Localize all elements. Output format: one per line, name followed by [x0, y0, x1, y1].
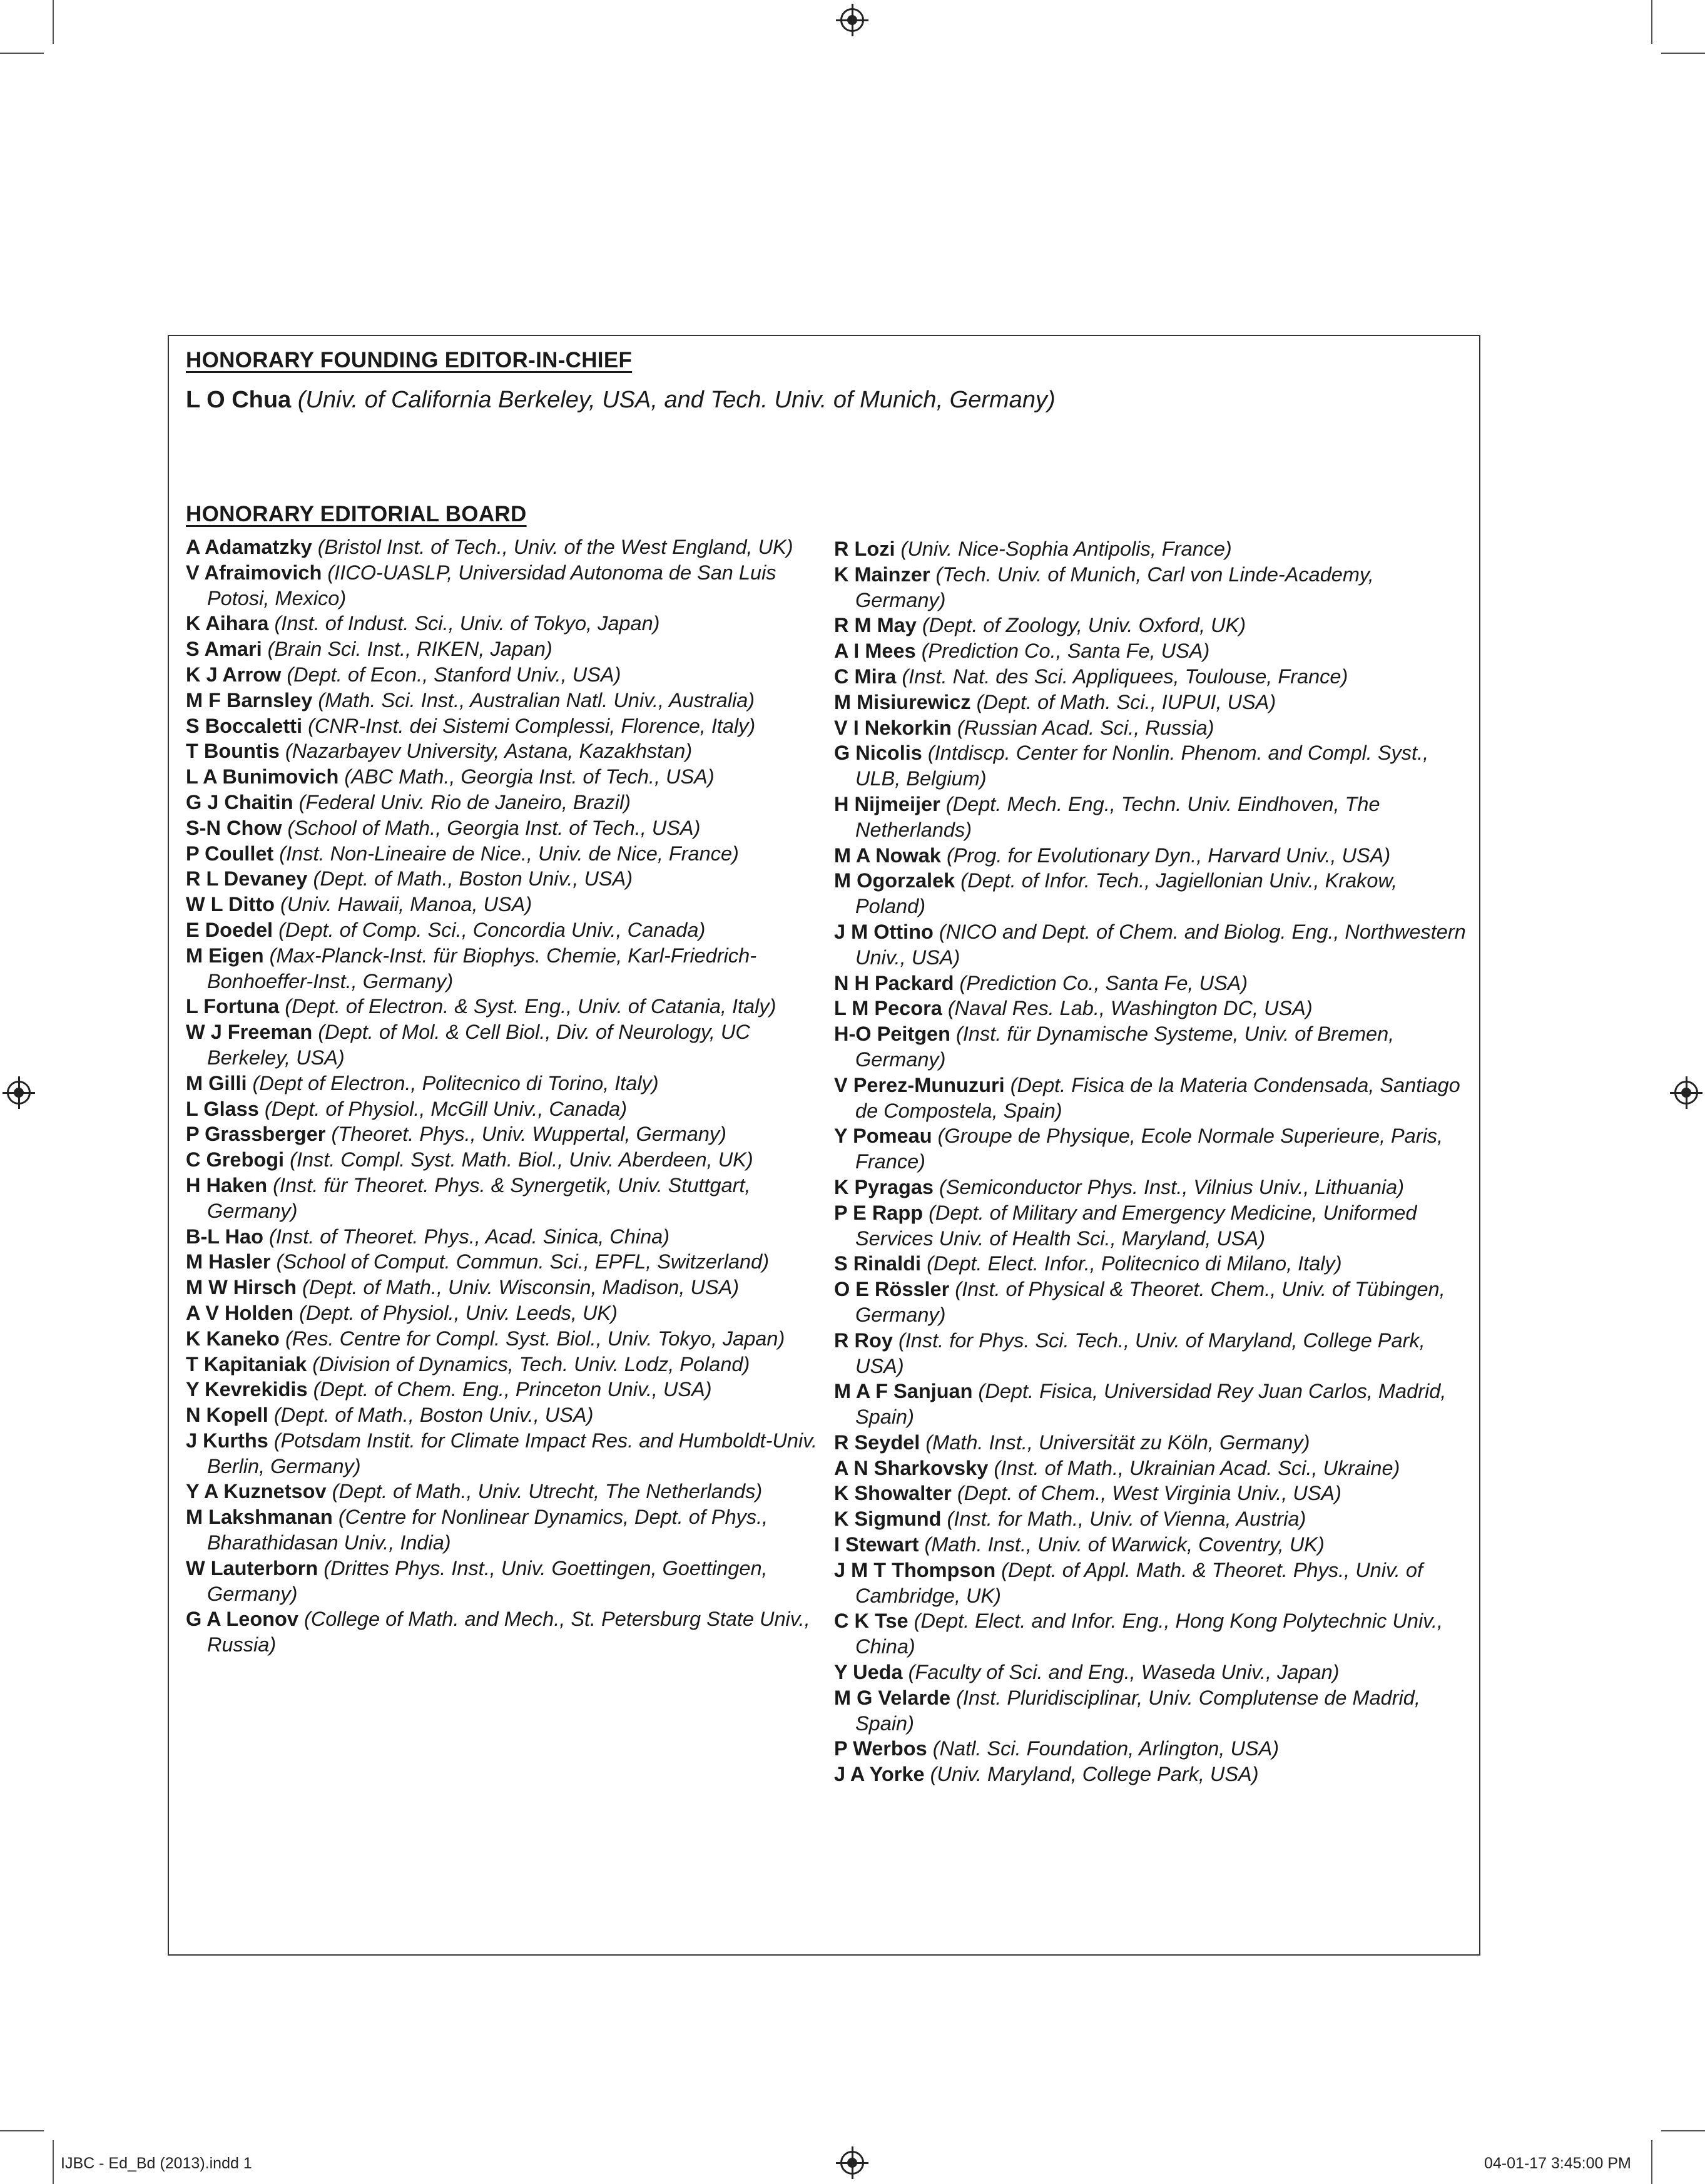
board-left-column [186, 534, 818, 1658]
board-member [186, 1224, 818, 1250]
board-member [186, 1121, 818, 1147]
crop-mark [53, 0, 54, 44]
registration-mark-icon [7, 1081, 31, 1105]
member-affiliation: (Brain Sci. Inst., RIKEN, Japan) [267, 638, 552, 661]
member-name: M Ogorzalek [834, 869, 955, 892]
footer-filename: IJBC - Ed_Bd (2013).indd 1 [61, 2155, 252, 2172]
member-name: K Pyragas [834, 1175, 934, 1198]
member-name: P Coullet [186, 842, 274, 865]
board-member [186, 943, 818, 994]
board-member [834, 1175, 1466, 1200]
member-affiliation: (Max-Planck-Inst. für Biophys. Chemie, Karl-Friedrich-Bonhoeffer-Inst., Germany) [207, 944, 757, 992]
member-affiliation: (IICO-UASLP, Universidad Autonoma de San Luis Potosi, Mexico) [207, 561, 776, 610]
member-affiliation: (NICO and Dept. of Chem. and Biolog. Eng., Northwestern Univ., USA) [855, 920, 1466, 969]
member-affiliation: (Bristol Inst. of Tech., Univ. of the West England, UK) [317, 536, 793, 558]
board-member [186, 688, 818, 713]
crop-mark [1661, 2130, 1705, 2131]
board-member [186, 1352, 818, 1377]
member-affiliation: (Dept. of Physiol., Univ. Leeds, UK) [299, 1301, 618, 1324]
member-name: P Grassberger [186, 1123, 326, 1146]
member-affiliation: (Semiconductor Phys. Inst., Vilnius Univ., Lithuania) [939, 1175, 1405, 1198]
crop-mark [1651, 2140, 1652, 2184]
member-name: M F Barnsley [186, 688, 313, 712]
board-member [186, 917, 818, 943]
member-name: R L Devaney [186, 867, 308, 890]
board-member [834, 1200, 1466, 1252]
member-affiliation: (Dept. of Econ., Stanford Univ., USA) [287, 663, 621, 686]
member-name: T Kapitaniak [186, 1352, 307, 1375]
board-member [186, 1504, 818, 1556]
board-member [834, 613, 1466, 638]
member-affiliation: (Dept. Fisica, Universidad Rey Juan Carlos, Madrid, Spain) [855, 1380, 1447, 1429]
member-name: M Gilli [186, 1071, 247, 1095]
board-right-column [834, 536, 1466, 1787]
member-name: N H Packard [834, 971, 954, 994]
board-member [834, 562, 1466, 613]
member-name: C Mira [834, 665, 897, 688]
member-affiliation: (Dept. of Electron. & Syst. Eng., Univ. of Catania, Italy) [285, 995, 776, 1018]
member-name: V I Nekorkin [834, 716, 952, 739]
member-affiliation: (Dept. of Math., Boston Univ., USA) [273, 1404, 594, 1427]
member-name: J Kurths [186, 1429, 268, 1452]
board-member [186, 662, 818, 688]
board-member [834, 1736, 1466, 1762]
member-name: W J Freeman [186, 1021, 313, 1044]
member-name: H-O Peitgen [834, 1023, 950, 1046]
member-affiliation: (CNR-Inst. dei Sistemi Complessi, Florence, Italy) [308, 714, 756, 737]
member-name: L A Bunimovich [186, 765, 339, 788]
member-affiliation: (Inst. für Theoret. Phys. & Synergetik, Univ. Stuttgart, Germany) [207, 1173, 751, 1222]
member-name: E Doedel [186, 918, 273, 941]
member-name: R Roy [834, 1329, 893, 1352]
board-member [834, 638, 1466, 664]
member-affiliation: (Drittes Phys. Inst., Univ. Goettingen, Goettingen, Germany) [207, 1556, 768, 1605]
member-affiliation: (Inst. für Dynamische Systeme, Univ. of Bremen, Germany) [855, 1023, 1395, 1071]
crop-mark [1661, 53, 1705, 54]
member-affiliation: (Russian Acad. Sci., Russia) [957, 716, 1214, 739]
member-affiliation: (Dept. of Math., Boston Univ., USA) [313, 867, 633, 890]
board-member [834, 868, 1466, 919]
member-affiliation: (Inst. Pluridisciplinar, Univ. Complutense de Madrid, Spain) [855, 1686, 1420, 1735]
member-name: A I Mees [834, 640, 916, 663]
member-name: H Haken [186, 1173, 268, 1197]
member-name: O E Rössler [834, 1278, 950, 1301]
board-member [834, 1481, 1466, 1506]
member-affiliation: (Dept. of Appl. Math. & Theoret. Phys., Univ. of Cambridge, UK) [855, 1558, 1423, 1607]
member-name: Y Kevrekidis [186, 1378, 308, 1401]
board-member [186, 1326, 818, 1352]
member-affiliation: (Dept. of Mol. & Cell Biol., Div. of Neurology, UC Berkeley, USA) [207, 1021, 750, 1069]
board-member [834, 1277, 1466, 1328]
member-affiliation: (Natl. Sci. Foundation, Arlington, USA) [932, 1737, 1280, 1760]
registration-mark-icon [1674, 1081, 1698, 1105]
member-affiliation: (Inst. of Math., Ukrainian Acad. Sci., Ukraine) [994, 1456, 1400, 1479]
member-affiliation: (Inst. of Indust. Sci., Univ. of Tokyo, Japan) [274, 612, 660, 635]
founding-editor-affiliation: (Univ. of California Berkeley, USA, and Tech. Univ. of Munich, Germany) [297, 387, 1056, 413]
member-name: R Lozi [834, 538, 895, 560]
member-affiliation: (Centre for Nonlinear Dynamics, Dept. of Phys., Bharathidasan Univ., India) [207, 1506, 768, 1554]
member-name: L Glass [186, 1097, 259, 1120]
board-member [186, 1249, 818, 1275]
member-name: M A F Sanjuan [834, 1380, 973, 1403]
member-affiliation: (ABC Math., Georgia Inst. of Tech., USA) [344, 765, 715, 788]
member-name: M Hasler [186, 1250, 271, 1273]
member-affiliation: (Dept. of Military and Emergency Medicine, Uniformed Services Univ. of Health Sci., Maryland, USA) [855, 1201, 1417, 1250]
board-member [834, 1123, 1466, 1175]
board-member [834, 1506, 1466, 1532]
member-name: K Aihara [186, 612, 269, 635]
founding-editor-name: L O Chua [186, 387, 292, 413]
member-affiliation: (Inst. for Phys. Sci. Tech., Univ. of Maryland, College Park, USA) [855, 1329, 1425, 1377]
member-name: R M May [834, 614, 917, 637]
board-member [186, 1402, 818, 1428]
member-name: L Fortuna [186, 995, 280, 1018]
member-name: Y Pomeau [834, 1125, 932, 1148]
board-member [834, 1379, 1466, 1430]
member-affiliation: (Dept. of Infor. Tech., Jagiellonian Univ., Krakow, Poland) [855, 869, 1398, 918]
member-name: Y Ueda [834, 1661, 903, 1684]
member-name: S-N Chow [186, 816, 282, 839]
member-name: J A Yorke [834, 1763, 925, 1786]
member-name: K Kaneko [186, 1327, 280, 1350]
board-member [186, 560, 818, 611]
member-name: C Grebogi [186, 1148, 285, 1171]
board-member [186, 764, 818, 790]
board-member [834, 715, 1466, 741]
board-member [186, 815, 818, 841]
member-name: M Lakshmanan [186, 1506, 333, 1529]
member-name: S Boccaletti [186, 714, 303, 737]
board-member [834, 740, 1466, 792]
member-name: G Nicolis [834, 742, 922, 765]
member-affiliation: (Inst. of Theoret. Phys., Acad. Sinica, China) [269, 1225, 670, 1248]
board-member [186, 611, 818, 636]
board-member [834, 1251, 1466, 1277]
board-member [186, 1428, 818, 1479]
member-affiliation: (College of Math. and Mech., St. Petersburg State Univ., Russia) [207, 1608, 810, 1656]
member-affiliation: (Dept. Elect. and Infor. Eng., Hong Kong Polytechnic Univ., China) [855, 1610, 1443, 1658]
member-affiliation: (Dept. of Chem., West Virginia Univ., USA) [957, 1482, 1341, 1505]
member-name: M Eigen [186, 944, 264, 967]
board-member [834, 1532, 1466, 1558]
member-affiliation: (Tech. Univ. of Munich, Carl von Linde-Academy, Germany) [855, 563, 1374, 611]
board-member [834, 536, 1466, 562]
board-member [186, 1606, 818, 1658]
member-affiliation: (Dept. of Zoology, Univ. Oxford, UK) [922, 614, 1246, 637]
board-member [186, 841, 818, 867]
member-name: H Nijmeijer [834, 792, 940, 815]
member-name: J M Ottino [834, 920, 934, 943]
board-member [834, 1608, 1466, 1660]
member-name: K Sigmund [834, 1508, 942, 1531]
board-member [834, 1456, 1466, 1481]
member-affiliation: (Dept. Fisica de la Materia Condensada, Santiago de Compostela, Spain) [855, 1073, 1460, 1122]
board-member [834, 996, 1466, 1021]
board-member [186, 1275, 818, 1300]
board-member [186, 738, 818, 764]
registration-mark-icon [840, 2151, 864, 2175]
member-affiliation: (Dept. Mech. Eng., Techn. Univ. Eindhoven, The Netherlands) [855, 792, 1380, 841]
member-name: M W Hirsch [186, 1276, 297, 1299]
member-name: J M T Thompson [834, 1558, 996, 1581]
member-name: C K Tse [834, 1610, 908, 1633]
member-affiliation: (Dept. of Physiol., McGill Univ., Canada) [264, 1097, 628, 1120]
board-member [186, 1096, 818, 1122]
board-member [186, 1147, 818, 1173]
member-affiliation: (Prediction Co., Santa Fe, USA) [921, 640, 1210, 663]
member-affiliation: (Univ. Maryland, College Park, USA) [930, 1763, 1259, 1786]
member-affiliation: (Math. Inst., Univ. of Warwick, Coventry, UK) [924, 1533, 1325, 1556]
member-affiliation: (Dept of Electron., Politecnico di Torino, Italy) [252, 1071, 659, 1095]
member-name: R Seydel [834, 1431, 920, 1454]
board-member [834, 664, 1466, 690]
board-member [834, 919, 1466, 971]
member-affiliation: (Prog. for Evolutionary Dyn., Harvard Univ., USA) [946, 844, 1391, 867]
member-affiliation: (Res. Centre for Compl. Syst. Biol., Univ. Tokyo, Japan) [285, 1327, 785, 1350]
member-name: G A Leonov [186, 1608, 298, 1631]
board-member [186, 1071, 818, 1096]
member-name: V Perez-Munuzuri [834, 1073, 1005, 1096]
board-member [834, 1660, 1466, 1685]
member-affiliation: (Federal Univ. Rio de Janeiro, Brazil) [298, 790, 631, 814]
member-affiliation: (Potsdam Instit. for Climate Impact Res. and Humboldt-Univ. Berlin, Germany) [207, 1429, 818, 1477]
member-affiliation: (Inst. for Math., Univ. of Vienna, Austria) [947, 1508, 1306, 1531]
board-member [834, 1021, 1466, 1073]
member-affiliation: (Dept. of Math., Univ. Utrecht, The Netherlands) [332, 1480, 763, 1503]
member-affiliation: (Naval Res. Lab., Washington DC, USA) [947, 997, 1313, 1020]
crop-mark [0, 53, 44, 54]
crop-mark [53, 2140, 54, 2184]
member-affiliation: (Univ. Nice-Sophia Antipolis, France) [900, 538, 1232, 560]
member-affiliation: (Dept. Elect. Infor., Politecnico di Milano, Italy) [927, 1252, 1342, 1275]
member-name: G J Chaitin [186, 790, 293, 814]
member-name: W Lauterborn [186, 1556, 318, 1579]
member-affiliation: (Dept. of Math., Univ. Wisconsin, Madison, USA) [302, 1276, 740, 1299]
member-affiliation: (School of Comput. Commun. Sci., EPFL, Switzerland) [276, 1250, 770, 1273]
board-member [186, 866, 818, 892]
member-affiliation: (Inst. Compl. Syst. Math. Biol., Univ. Aberdeen, UK) [290, 1148, 753, 1171]
member-affiliation: (Division of Dynamics, Tech. Univ. Lodz, Poland) [312, 1352, 750, 1375]
board-member [186, 1556, 818, 1607]
member-name: P Werbos [834, 1737, 927, 1760]
board-member [186, 713, 818, 739]
member-affiliation: (Theoret. Phys., Univ. Wuppertal, Germany) [331, 1123, 726, 1146]
board-member [834, 1328, 1466, 1379]
crop-mark [1651, 0, 1652, 44]
board-heading: HONORARY EDITORIAL BOARD [186, 502, 527, 526]
member-affiliation: (Intdiscp. Center for Nonlin. Phenom. and Compl. Syst., ULB, Belgium) [855, 742, 1429, 790]
footer-timestamp: 04-01-17 3:45:00 PM [1484, 2155, 1631, 2172]
member-affiliation: (Inst. of Physical & Theoret. Chem., Univ. of Tübingen, Germany) [855, 1278, 1445, 1326]
board-member [834, 971, 1466, 996]
member-name: K Mainzer [834, 563, 930, 586]
member-name: N Kopell [186, 1404, 268, 1427]
member-name: K J Arrow [186, 663, 282, 686]
member-name: I Stewart [834, 1533, 919, 1556]
member-affiliation: (Dept. of Math. Sci., IUPUI, USA) [976, 690, 1276, 713]
member-name: K Showalter [834, 1482, 952, 1505]
founding-heading: HONORARY FOUNDING EDITOR-IN-CHIEF [186, 348, 633, 372]
board-member [834, 690, 1466, 715]
member-affiliation: (Math. Sci. Inst., Australian Natl. Univ., Australia) [318, 688, 755, 712]
member-affiliation: (Faculty of Sci. and Eng., Waseda Univ., Japan) [908, 1661, 1340, 1684]
member-name: M G Velarde [834, 1686, 951, 1709]
member-affiliation: (Prediction Co., Santa Fe, USA) [959, 971, 1248, 994]
member-affiliation: (Math. Inst., Universität zu Köln, Germany) [925, 1431, 1310, 1454]
member-affiliation: (Inst. Nat. des Sci. Appliquees, Toulouse, France) [902, 665, 1348, 688]
board-member [186, 1019, 818, 1071]
member-name: M A Nowak [834, 844, 941, 867]
board-member [186, 1479, 818, 1504]
board-member [834, 1762, 1466, 1787]
member-name: A N Sharkovsky [834, 1456, 989, 1479]
member-name: W L Ditto [186, 893, 275, 916]
member-affiliation: (Inst. Non-Lineaire de Nice., Univ. de Nice, France) [279, 842, 739, 865]
member-name: M Misiurewicz [834, 690, 971, 713]
board-member [834, 1558, 1466, 1609]
member-name: A V Holden [186, 1301, 294, 1324]
member-name: L M Pecora [834, 997, 942, 1020]
board-member [186, 636, 818, 662]
member-name: B-L Hao [186, 1225, 263, 1248]
member-affiliation: (Dept. of Chem. Eng., Princeton Univ., USA) [313, 1378, 712, 1401]
board-member [186, 1300, 818, 1326]
member-name: Y A Kuznetsov [186, 1480, 327, 1503]
member-name: V Afraimovich [186, 561, 322, 584]
board-member [834, 1685, 1466, 1737]
founding-editor [186, 387, 1056, 414]
member-affiliation: (Univ. Hawaii, Manoa, USA) [280, 893, 532, 916]
board-member [834, 792, 1466, 843]
member-name: S Amari [186, 638, 262, 661]
member-name: S Rinaldi [834, 1252, 922, 1275]
board-member [834, 1430, 1466, 1456]
board-member [834, 843, 1466, 869]
crop-mark [0, 2130, 44, 2131]
member-affiliation: (School of Math., Georgia Inst. of Tech., USA) [287, 816, 701, 839]
board-member [186, 1377, 818, 1402]
registration-mark-icon [840, 8, 864, 32]
member-name: T Bountis [186, 740, 280, 763]
board-member [186, 790, 818, 815]
member-name: P E Rapp [834, 1201, 924, 1224]
board-member [186, 1173, 818, 1224]
member-affiliation: (Groupe de Physique, Ecole Normale Superieure, Paris, France) [855, 1125, 1443, 1173]
member-affiliation: (Dept. of Comp. Sci., Concordia Univ., Canada) [278, 918, 706, 941]
board-member [186, 534, 818, 560]
member-name: A Adamatzky [186, 536, 312, 558]
member-affiliation: (Nazarbayev University, Astana, Kazakhstan) [285, 740, 693, 763]
board-member [186, 892, 818, 917]
board-member [834, 1073, 1466, 1124]
board-member [186, 994, 818, 1019]
